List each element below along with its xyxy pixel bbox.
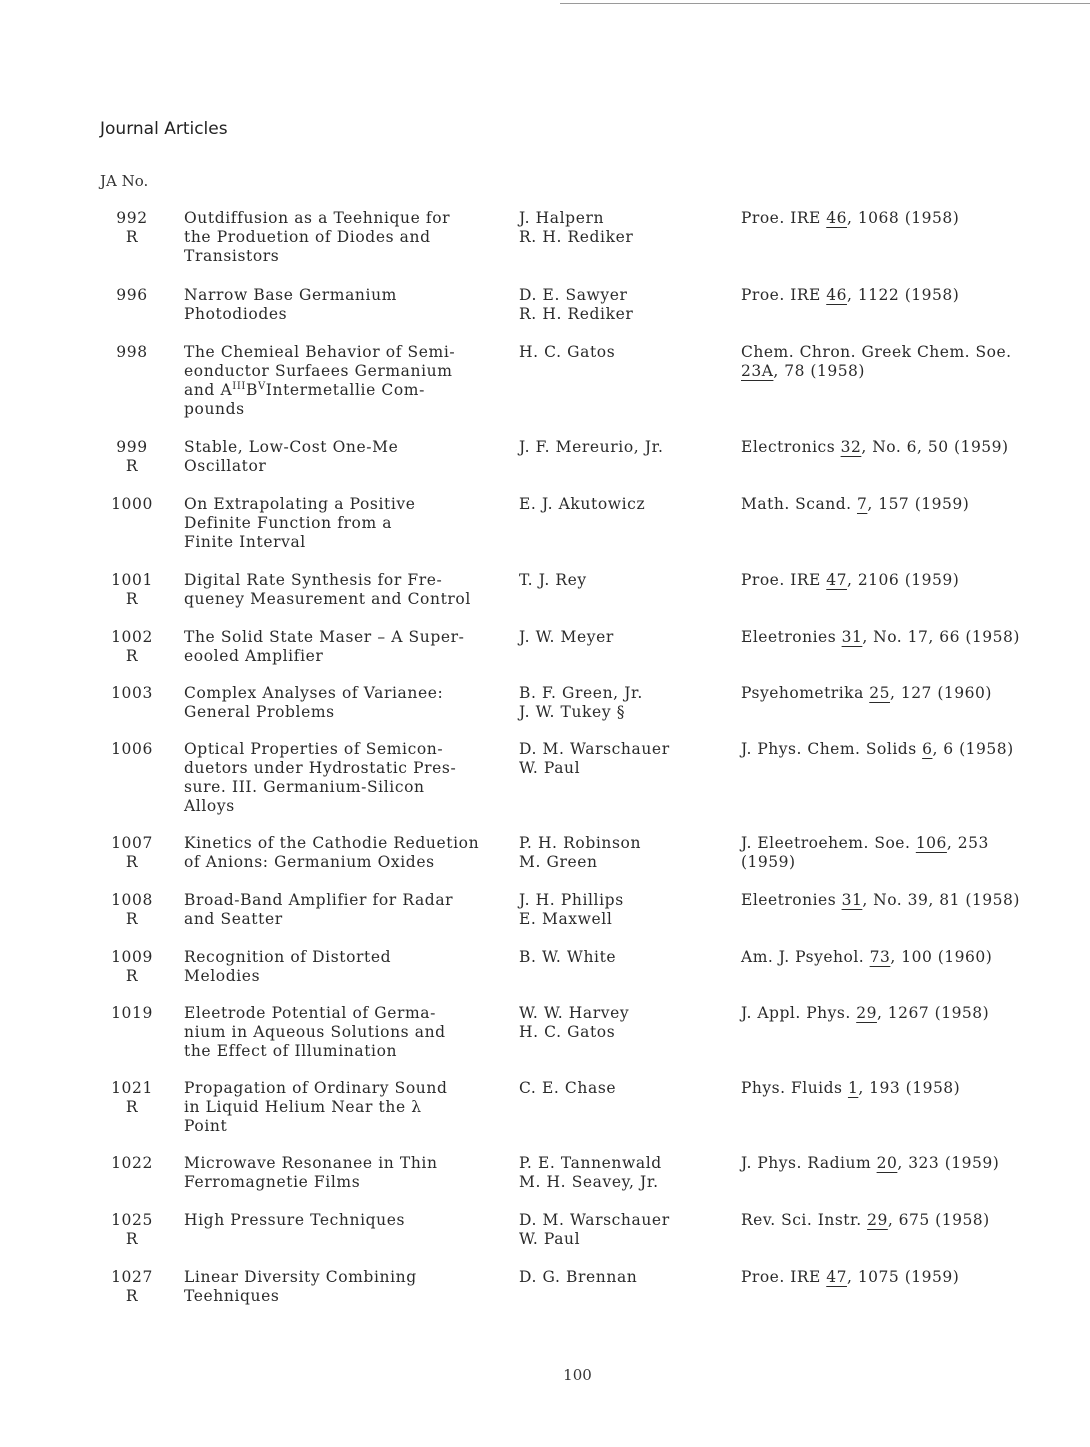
- citation-journal: Chem. Chron. Greek Chem. Soe.: [741, 343, 1012, 361]
- citation-journal: J. Phys. Radium: [741, 1154, 877, 1172]
- citation-volume: 46: [826, 286, 847, 304]
- citation-volume: 47: [826, 571, 847, 589]
- page-number: 100: [563, 1366, 592, 1384]
- article-title-line: eonductor Surfaees Germanium: [184, 362, 453, 380]
- citation-line: [741, 948, 1071, 967]
- citation-line: [741, 1211, 1071, 1230]
- citation-journal: Eleetronies: [741, 628, 842, 646]
- citation-line: [741, 1079, 1071, 1098]
- citation-journal: Math. Scand.: [741, 495, 857, 513]
- author-name: E. J. Akutowicz: [519, 495, 646, 513]
- article-title: [184, 1154, 514, 1192]
- citation-volume: 29: [856, 1004, 877, 1022]
- citation-journal: Phys. Fluids: [741, 1079, 848, 1097]
- article-authors: [519, 891, 729, 929]
- table-row: [0, 948, 1090, 1004]
- ja-number-value: 1025: [111, 1211, 153, 1229]
- citation-line: [741, 1268, 1071, 1287]
- ja-number: [100, 438, 164, 476]
- article-title-line: The Chemieal Behavior of Semi-: [184, 343, 456, 361]
- article-title: [184, 286, 514, 324]
- article-title-line: On Extrapolating a Positive: [184, 495, 416, 513]
- citation: [741, 1268, 1071, 1287]
- table-row: [0, 1004, 1090, 1079]
- citation: [741, 1079, 1071, 1098]
- article-title-line: Teehniques: [184, 1287, 280, 1305]
- article-title-line: Outdiffusion as a Teehnique for: [184, 209, 451, 227]
- reprint-mark: R: [125, 228, 139, 246]
- citation-pages-year: , 1075 (1959): [846, 1268, 960, 1286]
- citation-journal: Proe. IRE: [741, 1268, 827, 1286]
- ja-number-value: 992: [116, 209, 148, 227]
- citation-journal: J. Eleetroehem. Soe.: [741, 834, 916, 852]
- citation-pages-year: , 78 (1958): [773, 362, 865, 380]
- article-title: [184, 343, 514, 419]
- citation-line: [741, 891, 1071, 910]
- citation-line: [741, 740, 1071, 759]
- reprint-mark: R: [125, 457, 139, 475]
- article-title: [184, 740, 514, 816]
- reprint-mark: R: [125, 647, 139, 665]
- article-title-line: Ferromagnetie Films: [184, 1173, 361, 1191]
- article-authors: [519, 571, 729, 590]
- article-authors: [519, 1211, 729, 1249]
- article-title-line: duetors under Hydrostatic Pres-: [184, 759, 457, 777]
- article-title-line: Melodies: [184, 967, 261, 985]
- author-name: J. Halpern: [519, 209, 605, 227]
- author-name: J. W. Meyer: [519, 628, 614, 646]
- article-authors: [519, 343, 729, 362]
- author-name: H. C. Gatos: [519, 1023, 616, 1041]
- article-title-line: Linear Diversity Combining: [184, 1268, 417, 1286]
- article-title-line: Kinetics of the Cathodie Reduetion: [184, 834, 480, 852]
- reprint-mark: R: [125, 1287, 139, 1305]
- author-name: J. H. Phillips: [519, 891, 624, 909]
- ja-number: [100, 948, 164, 986]
- article-title: [184, 948, 514, 986]
- table-row: [0, 628, 1090, 684]
- article-title-line: Transistors: [184, 247, 280, 265]
- table-row: [0, 740, 1090, 834]
- citation-pages-year: , 675 (1958): [887, 1211, 990, 1229]
- citation-pages-year: , 100 (1960): [890, 948, 993, 966]
- citation-journal: Rev. Sci. Instr.: [741, 1211, 868, 1229]
- article-title-line: Microwave Resonanee in Thin: [184, 1154, 438, 1172]
- citation: [741, 286, 1071, 305]
- table-row: [0, 1268, 1090, 1325]
- article-authors: [519, 1079, 729, 1098]
- citation-volume: 47: [826, 1268, 847, 1286]
- ja-number-value: 1022: [111, 1154, 153, 1172]
- citation-line: [741, 209, 1071, 228]
- citation: [741, 438, 1071, 457]
- article-title: [184, 209, 514, 266]
- citation-line: [741, 343, 1071, 362]
- ja-number: [100, 740, 164, 759]
- reprint-mark: R: [125, 853, 139, 871]
- citation-volume: 31: [841, 891, 863, 909]
- citation-pages-year: (1959): [741, 853, 796, 871]
- reprint-mark: R: [125, 590, 139, 608]
- citation-pages-year: , 127 (1960): [889, 684, 992, 702]
- citation-volume: 20: [876, 1154, 898, 1172]
- article-title-line: Optical Properties of Semicon-: [184, 740, 444, 758]
- article-authors: [519, 495, 729, 514]
- ja-number-value: 1001: [111, 571, 153, 589]
- citation-pages-year: , 1122 (1958): [846, 286, 960, 304]
- article-title: [184, 834, 514, 872]
- citation-journal: Electronics: [741, 438, 841, 456]
- ja-number: [100, 684, 164, 703]
- citation: [741, 1004, 1071, 1023]
- table-row: [0, 834, 1090, 891]
- article-title-line: Finite Interval: [184, 533, 306, 551]
- article-title-line: Broad-Band Amplifier for Radar: [184, 891, 454, 909]
- article-title: [184, 684, 514, 722]
- citation: [741, 495, 1071, 514]
- ja-number-value: 1019: [111, 1004, 153, 1022]
- article-title-line: Definite Function from a: [184, 514, 393, 532]
- citation-volume: 32: [840, 438, 862, 456]
- author-name: T. J. Rey: [519, 571, 587, 589]
- article-authors: [519, 948, 729, 967]
- ja-number-value: 1021: [111, 1079, 153, 1097]
- top-rule: [560, 3, 1090, 4]
- article-title-line: of Anions: Germanium Oxides: [184, 853, 435, 871]
- author-name: M. Green: [519, 853, 598, 871]
- article-title: [184, 571, 514, 609]
- ja-number-value: 1006: [111, 740, 153, 758]
- ja-number: [100, 1211, 164, 1249]
- citation-volume: 7: [856, 495, 868, 513]
- ja-number-value: 1003: [111, 684, 153, 702]
- ja-number: [100, 891, 164, 929]
- table-row: [0, 891, 1090, 948]
- citation-line: [741, 571, 1071, 590]
- article-title-line: nium in Aqueous Solutions and: [184, 1023, 446, 1041]
- citation-pages-year: , No. 6, 50 (1959): [861, 438, 1009, 456]
- citation-pages-year: , 1267 (1958): [876, 1004, 990, 1022]
- citation-line: [741, 495, 1071, 514]
- table-row: [0, 286, 1090, 343]
- article-authors: [519, 286, 729, 324]
- article-title-line: Alloys: [184, 797, 235, 815]
- citation-volume: 106: [915, 834, 947, 852]
- section-heading: Journal Articles: [100, 119, 228, 139]
- article-title: [184, 438, 514, 476]
- article-title: [184, 891, 514, 929]
- citation-journal: Proe. IRE: [741, 209, 827, 227]
- citation-pages-year: , 1068 (1958): [846, 209, 960, 227]
- author-name: D. M. Warschauer: [519, 740, 670, 758]
- citation: [741, 834, 1071, 872]
- article-title-line: Stable, Low-Cost One-Me: [184, 438, 399, 456]
- citation-pages-year: , 193 (1958): [858, 1079, 961, 1097]
- article-title-line: Digital Rate Synthesis for Fre-: [184, 571, 443, 589]
- article-title-line: and $A^{III}B^VIntermetallie$ Com-: [184, 380, 425, 399]
- article-authors: [519, 209, 729, 247]
- citation-volume: 46: [826, 209, 847, 227]
- article-authors: [519, 684, 729, 722]
- ja-number-value: 996: [116, 286, 148, 304]
- table-row: [0, 1079, 1090, 1154]
- table-row: [0, 209, 1090, 286]
- author-name: P. E. Tannenwald: [519, 1154, 662, 1172]
- article-title-line: Narrow Base Germanium: [184, 286, 397, 304]
- citation-pages-year: , 157 (1959): [867, 495, 970, 513]
- author-name: D. M. Warschauer: [519, 1211, 670, 1229]
- author-name: D. E. Sawyer: [519, 286, 628, 304]
- article-authors: [519, 1004, 729, 1042]
- reprint-mark: R: [125, 1098, 139, 1116]
- article-title: [184, 1079, 514, 1136]
- ja-number: [100, 209, 164, 247]
- article-title-line: and Seatter: [184, 910, 283, 928]
- citation-volume: 31: [841, 628, 863, 646]
- citation-journal: J. Phys. Chem. Solids: [741, 740, 923, 758]
- ja-number: [100, 834, 164, 872]
- ja-number: [100, 628, 164, 666]
- article-title-line: Photodiodes: [184, 305, 288, 323]
- ja-number: [100, 495, 164, 514]
- ja-number-value: 999: [116, 438, 148, 456]
- ja-number-value: 998: [116, 343, 148, 361]
- citation: [741, 1211, 1071, 1230]
- author-name: R. H. Rediker: [519, 228, 634, 246]
- article-title-line: High Pressure Techniques: [184, 1211, 406, 1229]
- ja-number-value: 1002: [111, 628, 153, 646]
- table-row: [0, 343, 1090, 438]
- citation-line: [741, 853, 1071, 872]
- author-name: D. G. Brennan: [519, 1268, 638, 1286]
- article-title: [184, 1268, 514, 1306]
- author-name: B. F. Green, Jr.: [519, 684, 643, 702]
- ja-number-value: 1009: [111, 948, 153, 966]
- ja-number: [100, 1004, 164, 1023]
- author-name: E. Maxwell: [519, 910, 613, 928]
- author-name: H. C. Gatos: [519, 343, 616, 361]
- citation-volume: 1: [847, 1079, 859, 1097]
- ja-number-value: 1008: [111, 891, 153, 909]
- table-row: [0, 1154, 1090, 1211]
- citation: [741, 948, 1071, 967]
- citation: [741, 740, 1071, 759]
- citation-line: [741, 628, 1071, 647]
- author-name: P. H. Robinson: [519, 834, 642, 852]
- article-authors: [519, 740, 729, 778]
- citation-pages-year: , 2106 (1959): [846, 571, 960, 589]
- citation-journal: Proe. IRE: [741, 286, 827, 304]
- article-title-line: queney Measurement and Control: [184, 590, 471, 608]
- ja-number: [100, 571, 164, 609]
- citation-line: [741, 1004, 1071, 1023]
- ja-number: [100, 286, 164, 305]
- citation-line: [741, 438, 1071, 457]
- article-authors: [519, 834, 729, 872]
- article-authors: [519, 1268, 729, 1287]
- author-name: B. W. White: [519, 948, 617, 966]
- table-row: [0, 684, 1090, 740]
- article-title-line: Eleetrode Potential of Germa-: [184, 1004, 436, 1022]
- article-title-line: Point: [184, 1117, 228, 1135]
- citation: [741, 571, 1071, 590]
- citation-pages-year: , 253: [946, 834, 989, 852]
- journal-articles-list: [0, 209, 1090, 1325]
- citation-line: [741, 1154, 1071, 1173]
- ja-number-value: 1007: [111, 834, 153, 852]
- ja-number: [100, 1079, 164, 1117]
- author-name: R. H. Rediker: [519, 305, 634, 323]
- citation: [741, 209, 1071, 228]
- citation-volume: 25: [869, 684, 890, 702]
- citation-line: [741, 834, 1071, 853]
- article-title-line: The Solid State Maser – A Super-: [184, 628, 465, 646]
- article-title: [184, 1211, 514, 1230]
- ja-number-value: 1000: [111, 495, 153, 513]
- article-title-line: Oscillator: [184, 457, 267, 475]
- citation-pages-year: , 6 (1958): [932, 740, 1014, 758]
- author-name: J. F. Mereurio, Jr.: [519, 438, 664, 456]
- author-name: J. W. Tukey §: [519, 703, 626, 721]
- citation-journal: Eleetronies: [741, 891, 842, 909]
- reprint-mark: R: [125, 967, 139, 985]
- ja-number: [100, 1154, 164, 1173]
- citation-journal: J. Appl. Phys.: [741, 1004, 857, 1022]
- citation-journal: Am. J. Psyehol.: [741, 948, 870, 966]
- citation-volume: 6: [922, 740, 933, 758]
- table-row: [0, 1211, 1090, 1268]
- article-title: [184, 628, 514, 666]
- ja-number-value: 1027: [111, 1268, 153, 1286]
- citation-pages-year: , No. 17, 66 (1958): [862, 628, 1020, 646]
- reprint-mark: R: [125, 1230, 139, 1248]
- table-row: [0, 438, 1090, 495]
- article-title-line: the Effect of Illumination: [184, 1042, 398, 1060]
- article-title-line: sure. III. Germanium-Silicon: [184, 778, 425, 796]
- citation-line: [741, 362, 1071, 381]
- article-authors: [519, 1154, 729, 1192]
- ja-number: [100, 343, 164, 362]
- citation: [741, 628, 1071, 647]
- article-title-line: the Produetion of Diodes and: [184, 228, 431, 246]
- citation-line: [741, 684, 1071, 703]
- article-title-line: pounds: [184, 400, 245, 418]
- author-name: M. H. Seavey, Jr.: [519, 1173, 659, 1191]
- article-title: [184, 1004, 514, 1061]
- citation-pages-year: , 323 (1959): [897, 1154, 1000, 1172]
- ja-number: [100, 1268, 164, 1306]
- reprint-mark: R: [125, 910, 139, 928]
- citation-volume: 23A: [741, 362, 774, 380]
- citation-volume: 73: [869, 948, 891, 966]
- citation-journal: Psyehometrika: [741, 684, 870, 702]
- citation-line: [741, 286, 1071, 305]
- article-title-line: Complex Analyses of Varianee:: [184, 684, 444, 702]
- citation: [741, 343, 1071, 381]
- author-name: W. W. Harvey: [519, 1004, 630, 1022]
- article-title-line: Recognition of Distorted: [184, 948, 392, 966]
- table-row: [0, 495, 1090, 571]
- citation: [741, 684, 1071, 703]
- citation-pages-year: , No. 39, 81 (1958): [862, 891, 1020, 909]
- article-authors: [519, 628, 729, 647]
- citation: [741, 1154, 1071, 1173]
- author-name: C. E. Chase: [519, 1079, 617, 1097]
- author-name: W. Paul: [519, 759, 581, 777]
- article-authors: [519, 438, 729, 457]
- article-title-line: Propagation of Ordinary Sound: [184, 1079, 448, 1097]
- article-title: [184, 495, 514, 552]
- table-row: [0, 571, 1090, 628]
- author-name: W. Paul: [519, 1230, 581, 1248]
- article-title-line: in Liquid Helium Near the λ: [184, 1098, 422, 1116]
- citation: [741, 891, 1071, 910]
- citation-volume: 29: [867, 1211, 888, 1229]
- citation-journal: Proe. IRE: [741, 571, 827, 589]
- article-title-line: eooled Amplifier: [184, 647, 324, 665]
- article-title-line: General Problems: [184, 703, 335, 721]
- column-header-ja-no: JA No.: [100, 172, 149, 190]
